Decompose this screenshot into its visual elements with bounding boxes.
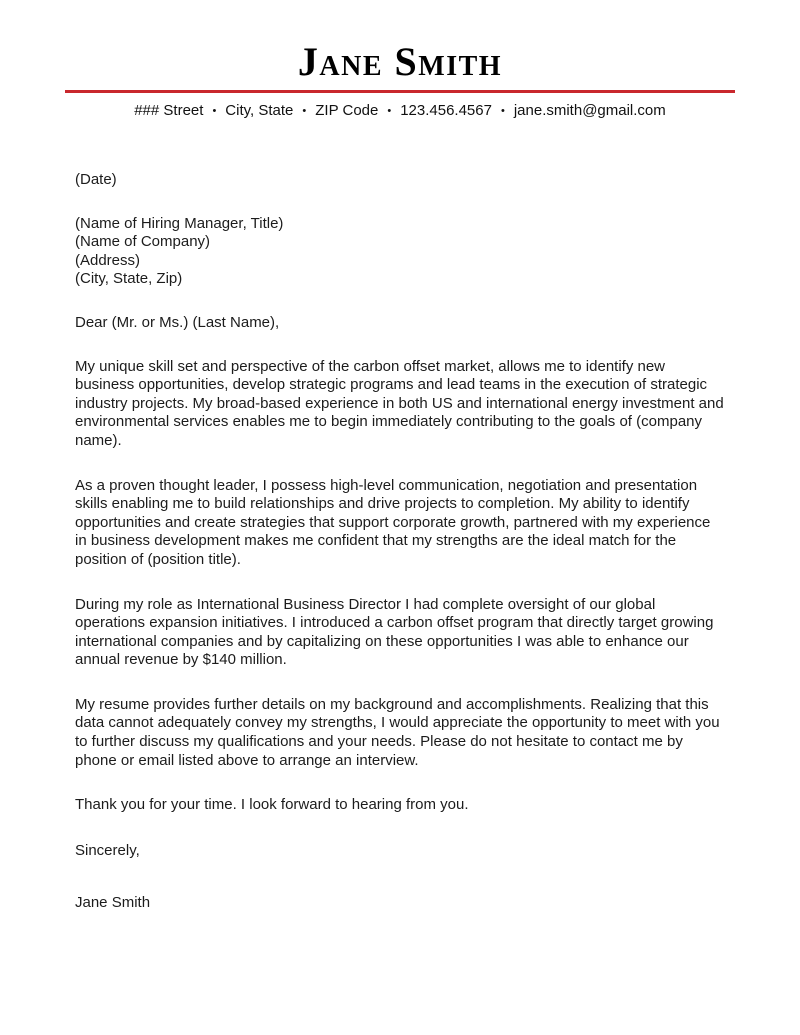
header-accent-rule [65, 90, 735, 93]
contact-phone: 123.456.4567 [400, 102, 492, 119]
contact-street: ### Street [134, 102, 204, 119]
letter-body [75, 171, 725, 913]
contact-separator: • [500, 105, 505, 117]
contact-line [0, 102, 800, 119]
paragraph-skills-overview: My unique skill set and perspective of the carbon offset market, allows me to identify new business opportunities, develop strategic programs and lead teams in the execution of strategic industry projects. My broad-based experience in both US and international energy investment and environmental services enables me to begin immediately contributing to the goals of (company name). [75, 357, 724, 449]
signoff: Sincerely, [75, 841, 140, 859]
paragraph-resume-callout: My resume provides further details on my background and accomplishments. Realizing that this data cannot adequately convey my strengths, I would appreciate the opportunity to meet with you to further discuss my qualifications and your needs. Please do not hesitate to contact me by phone or email listed above to arrange an interview. [75, 695, 720, 769]
contact-separator: • [212, 105, 217, 117]
salutation: Dear (Mr. or Ms.) (Last Name), [75, 313, 280, 331]
date-placeholder: (Date) [75, 171, 117, 188]
contact-city-state: City, State [225, 102, 294, 119]
letter-header [0, 0, 800, 119]
paragraph-role-experience: During my role as International Business Director I had complete oversight of our global operations expansion initiatives. I introduced a carbon offset program that directly target growing international companies and by capitalizing on these opportunities I was able to enhance our annual revenue by $140 million. [75, 595, 714, 669]
recipient-line-address: (Address) [75, 251, 141, 269]
closing-line: Thank you for your time. I look forward to hearing from you. [75, 796, 469, 814]
recipient-line-company: (Name of Company) [75, 233, 211, 251]
contact-email: jane.smith@gmail.com [513, 102, 666, 119]
contact-separator: • [387, 105, 392, 117]
recipient-line-city-state-zip: (City, State, Zip) [75, 270, 183, 288]
recipient-line-hiring-manager: (Name of Hiring Manager, Title) [75, 214, 284, 232]
letter-name-heading: Jane Smith [297, 39, 503, 84]
contact-zip: ZIP Code [315, 102, 379, 119]
paragraph-thought-leader: As a proven thought leader, I possess high-level communication, negotiation and presentation skills enabling me to build relationships and drive projects to completion. My ability to identify opportunities and create strategies that support corporate growth, partnered with my experience in business development makes me confident that my strengths are the ideal match for the position of (position title). [75, 476, 711, 568]
signature-name: Jane Smith [75, 894, 151, 912]
contact-separator: • [302, 105, 307, 117]
recipient-block [75, 215, 725, 289]
